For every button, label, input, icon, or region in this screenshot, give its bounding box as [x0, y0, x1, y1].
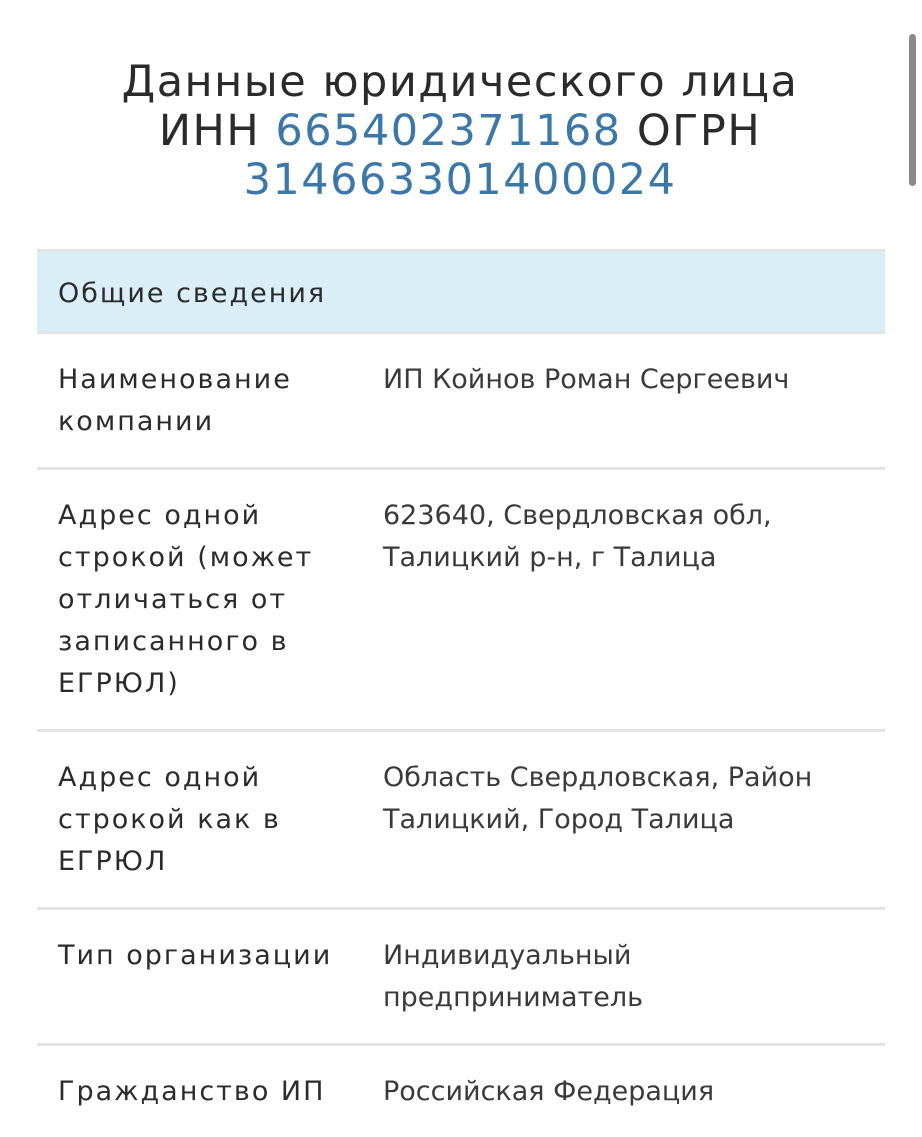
row-label: Адрес одной строкой (может отличаться от записанного в ЕГРЮЛ)	[58, 500, 314, 699]
row-value: 623640, Свердловская обл, Талицкий р-н, г Талица	[383, 500, 772, 573]
ogrn-label: ОГРН	[636, 106, 762, 156]
table-row	[37, 470, 885, 732]
ogrn-value[interactable]: 314663301400024	[243, 155, 677, 205]
section-header: Общие сведения	[37, 252, 885, 334]
table-row	[37, 910, 885, 1046]
table-row	[37, 732, 885, 910]
row-label: Гражданство ИП	[58, 1076, 326, 1107]
row-value: ИП Койнов Роман Сергеевич	[383, 364, 790, 395]
title-text: Данные юридического лица	[121, 57, 799, 107]
row-label: Адрес одной строкой как в ЕГРЮЛ	[58, 762, 281, 877]
info-table	[37, 249, 885, 1137]
scrollbar[interactable]	[909, 34, 916, 186]
row-label: Тип организации	[58, 940, 333, 971]
table-row	[37, 334, 885, 470]
page-title	[60, 58, 860, 205]
row-value: Область Свердловская, Район Талицкий, Город Талица	[383, 762, 813, 835]
table-row	[37, 1046, 885, 1137]
row-value: Индивидуальный предприниматель	[383, 940, 644, 1013]
row-value: Российская Федерация	[383, 1076, 715, 1107]
inn-label: ИНН	[158, 106, 261, 156]
inn-value[interactable]: 665402371168	[275, 106, 622, 156]
row-label: Наименование компании	[58, 364, 292, 437]
